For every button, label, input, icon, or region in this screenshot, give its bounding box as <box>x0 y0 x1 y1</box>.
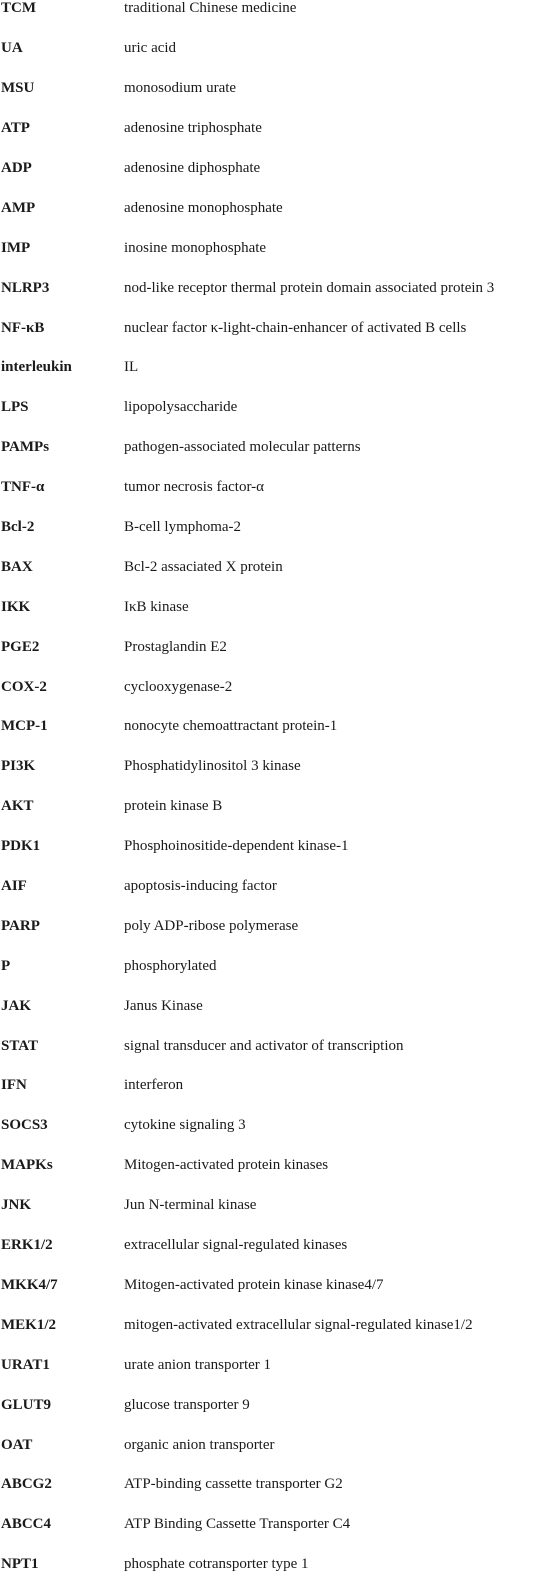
abbreviation-term: PI3K <box>1 758 36 775</box>
abbreviation-row <box>0 1345 558 1385</box>
abbreviation-row <box>0 1146 558 1186</box>
abbreviation-definition: tumor necrosis factor-α <box>124 479 265 496</box>
abbreviation-term: JAK <box>1 997 31 1014</box>
abbreviation-definition: Prostaglandin E2 <box>124 638 227 655</box>
abbreviation-definition: mitogen-activated extracellular signal-regulated kinase1/2 <box>124 1316 473 1333</box>
abbreviation-term: ADP <box>1 160 32 176</box>
abbreviation-term: MSU <box>1 80 35 97</box>
abbreviation-row <box>0 268 558 308</box>
abbreviation-term: NLRP3 <box>1 279 50 296</box>
abbreviation-term: P <box>1 957 11 974</box>
abbreviation-definition: inosine monophosphate <box>124 239 267 256</box>
abbreviation-term: NF-κB <box>1 319 45 336</box>
abbreviation-definition: Mitogen-activated protein kinase kinase4/7 <box>124 1276 384 1293</box>
abbreviation-row <box>0 986 558 1026</box>
abbreviation-row <box>0 508 558 548</box>
abbreviation-definition: ATP-binding cassette transporter G2 <box>124 1476 343 1493</box>
abbreviation-row <box>0 787 558 827</box>
abbreviation-definition: cytokine signaling 3 <box>124 1117 246 1134</box>
abbreviation-definition: uric acid <box>124 40 177 57</box>
abbreviation-definition: adenosine diphosphate <box>124 160 261 176</box>
abbreviation-term: OAT <box>1 1436 33 1453</box>
abbreviation-row <box>0 827 558 867</box>
abbreviation-term: TCM <box>1 0 36 17</box>
abbreviation-definition: adenosine monophosphate <box>124 199 283 216</box>
abbreviation-definition: poly ADP-ribose polymerase <box>124 917 299 934</box>
abbreviation-row <box>0 1385 558 1425</box>
abbreviation-term: GLUT9 <box>1 1396 52 1413</box>
abbreviation-row <box>0 109 558 149</box>
abbreviation-row <box>0 228 558 268</box>
abbreviation-term: PDK1 <box>1 838 41 855</box>
abbreviation-definition: signal transducer and activator of transcription <box>124 1037 404 1054</box>
abbreviation-term: MCP-1 <box>1 718 48 735</box>
abbreviation-row <box>0 69 558 109</box>
abbreviation-row <box>0 0 558 29</box>
abbreviation-term: MAPKs <box>1 1157 53 1174</box>
abbreviation-definition: ATP Binding Cassette Transporter C4 <box>124 1516 351 1533</box>
abbreviation-term: UA <box>1 40 23 57</box>
abbreviation-term: IMP <box>1 239 31 256</box>
abbreviation-row <box>0 946 558 986</box>
abbreviation-term: PGE2 <box>1 638 40 655</box>
abbreviation-term: LPS <box>1 399 29 416</box>
abbreviation-definition: adenosine triphosphate <box>124 120 262 137</box>
abbreviation-term: ABCC4 <box>1 1516 52 1533</box>
abbreviation-row <box>0 348 558 388</box>
abbreviation-term: URAT1 <box>1 1356 50 1373</box>
abbreviation-term: STAT <box>1 1037 38 1054</box>
abbreviation-row <box>0 188 558 228</box>
abbreviation-row <box>0 468 558 508</box>
abbreviation-row <box>0 906 558 946</box>
abbreviation-term: ATP <box>1 120 30 137</box>
abbreviation-term: BAX <box>1 558 33 575</box>
abbreviation-definition: IL <box>124 359 139 376</box>
abbreviation-row <box>0 1186 558 1226</box>
abbreviation-definition: Phosphoinositide-dependent kinase-1 <box>124 838 349 855</box>
abbreviation-row <box>0 547 558 587</box>
abbreviation-definition: glucose transporter 9 <box>124 1396 250 1413</box>
abbreviation-row <box>0 1266 558 1306</box>
abbreviation-term: AIF <box>1 878 27 895</box>
abbreviation-definition: Phosphatidylinositol 3 kinase <box>124 758 301 775</box>
abbreviation-definition: monosodium urate <box>124 80 237 97</box>
abbreviation-row <box>0 1305 558 1345</box>
abbreviation-row <box>0 149 558 189</box>
abbreviation-row <box>0 428 558 468</box>
abbreviation-term: IKK <box>1 598 31 615</box>
abbreviation-definition: Bcl-2 assaciated X protein <box>124 558 283 575</box>
abbreviation-definition: organic anion transporter <box>124 1436 275 1453</box>
abbreviation-definition: Janus Kinase <box>124 997 203 1014</box>
abbreviation-term: interleukin <box>1 359 72 376</box>
abbreviation-row <box>0 627 558 667</box>
abbreviation-row <box>0 1226 558 1266</box>
abbreviation-row <box>0 308 558 348</box>
abbreviation-row <box>0 747 558 787</box>
abbreviation-term: IFN <box>1 1077 27 1094</box>
abbreviation-definition: Jun N-terminal kinase <box>124 1197 257 1214</box>
abbreviation-definition: urate anion transporter 1 <box>124 1356 272 1373</box>
abbreviation-definition: lipopolysaccharide <box>124 399 238 416</box>
abbreviation-term: PARP <box>1 917 40 934</box>
abbreviation-row <box>0 587 558 627</box>
abbreviation-row <box>0 1106 558 1146</box>
abbreviation-row <box>0 1545 558 1585</box>
abbreviation-definition: phosphorylated <box>124 957 217 974</box>
abbreviation-definition: protein kinase B <box>124 798 223 815</box>
abbreviation-definition: traditional Chinese medicine <box>124 0 297 17</box>
abbreviation-term: SOCS3 <box>1 1117 48 1134</box>
abbreviation-row <box>0 667 558 707</box>
abbreviation-row <box>0 707 558 747</box>
abbreviation-term: JNK <box>1 1197 31 1214</box>
abbreviation-definition: interferon <box>124 1077 184 1094</box>
abbreviation-row <box>0 1026 558 1066</box>
abbreviation-term: ERK1/2 <box>1 1237 53 1254</box>
abbreviation-definition: nod-like receptor thermal protein domain associated protein 3 <box>124 279 495 296</box>
abbreviation-row <box>0 388 558 428</box>
abbreviation-definition: apoptosis-inducing factor <box>124 878 277 895</box>
abbreviation-term: AMP <box>1 199 36 216</box>
abbreviation-row <box>0 1425 558 1465</box>
abbreviation-definition: B-cell lymphoma-2 <box>124 519 242 536</box>
abbreviation-definition: IκB kinase <box>124 598 189 615</box>
abbreviation-definition: phosphate cotransporter type 1 <box>124 1556 309 1573</box>
abbreviation-term: AKT <box>1 798 34 815</box>
abbreviation-definition: pathogen-associated molecular patterns <box>124 439 361 456</box>
abbreviation-term: MEK1/2 <box>1 1316 56 1333</box>
abbreviation-row <box>0 1465 558 1505</box>
abbreviation-term: MKK4/7 <box>1 1276 58 1293</box>
abbreviation-row <box>0 1505 558 1545</box>
abbreviation-term: Bcl-2 <box>1 519 35 536</box>
abbreviation-term: TNF-α <box>1 479 45 496</box>
abbreviation-term: COX-2 <box>1 678 47 695</box>
abbreviation-row <box>0 1066 558 1106</box>
abbreviation-definition: nonocyte chemoattractant protein-1 <box>124 718 338 735</box>
abbreviation-term: NPT1 <box>1 1556 39 1573</box>
abbreviation-definition: extracellular signal-regulated kinases <box>124 1237 348 1254</box>
abbreviation-row <box>0 867 558 907</box>
abbreviation-term: PAMPs <box>1 439 50 456</box>
abbreviation-definition: cyclooxygenase-2 <box>124 678 233 695</box>
abbreviation-term: ABCG2 <box>1 1476 52 1493</box>
abbreviation-definition: Mitogen-activated protein kinases <box>124 1157 329 1174</box>
abbreviation-row <box>0 29 558 69</box>
abbreviation-definition: nuclear factor κ-light-chain-enhancer of activated B cells <box>124 319 467 336</box>
